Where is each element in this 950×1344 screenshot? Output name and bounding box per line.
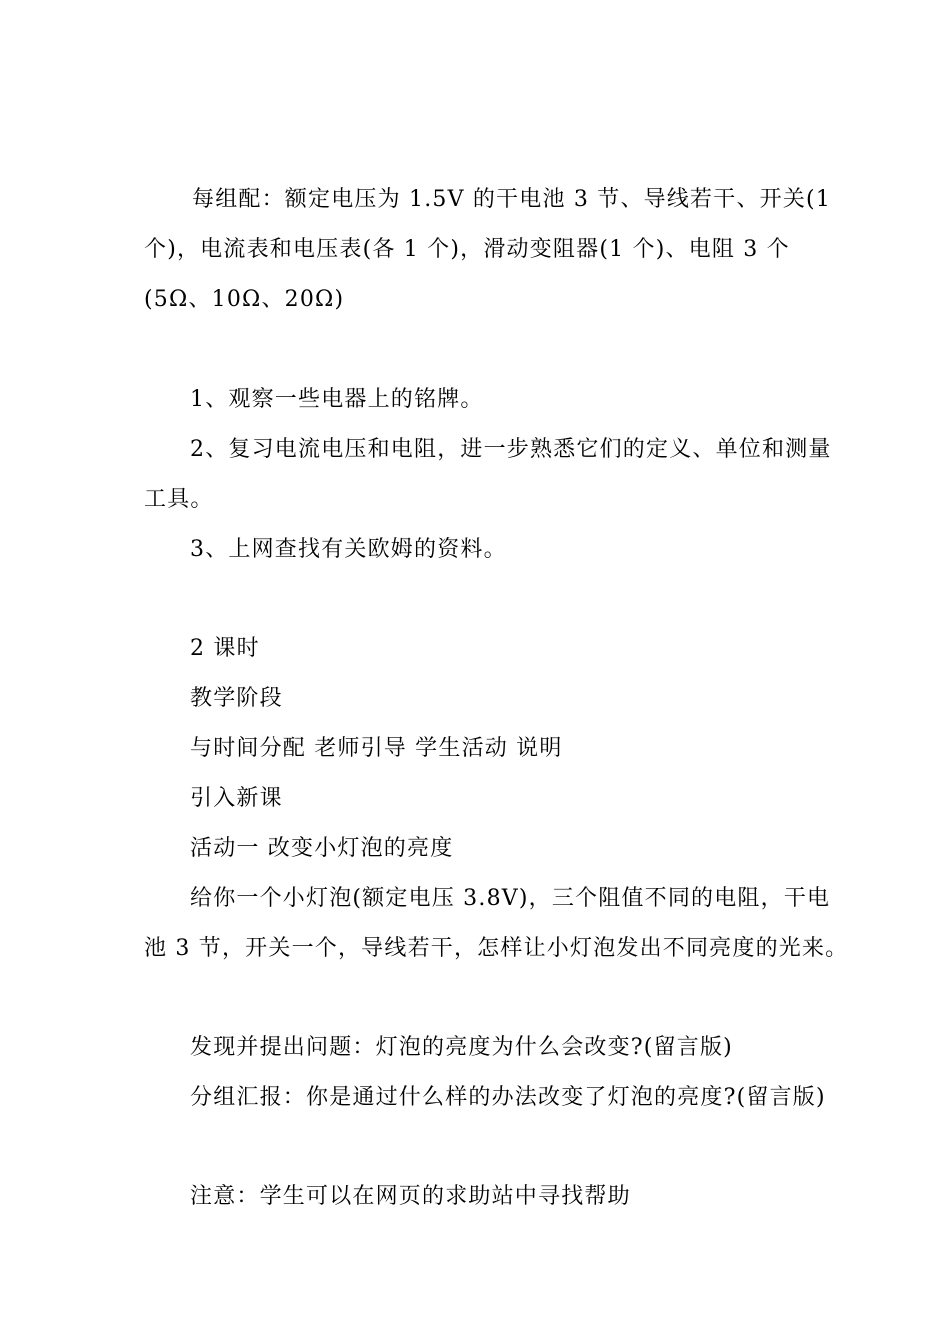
prep-item-1: 1、观察一些电器上的铭牌。 — [190, 387, 484, 412]
report-line: 分组汇报：你是通过什么样的办法改变了灯泡的亮度?(留言版) — [190, 1085, 826, 1110]
activity-title: 活动一 改变小灯泡的亮度 — [190, 836, 454, 861]
prep-item-3: 3、上网查找有关欧姆的资料。 — [190, 537, 507, 562]
teaching-stage: 教学阶段 — [190, 686, 283, 711]
equipment-line-2: 个)，电流表和电压表(各 1 个)，滑动变阻器(1 个)、电阻 3 个 — [144, 237, 790, 262]
question-line: 发现并提出问题：灯泡的亮度为什么会改变?(留言版) — [190, 1035, 733, 1060]
intro-new-lesson: 引入新课 — [190, 786, 283, 811]
table-columns: 与时间分配 老师引导 学生活动 说明 — [190, 736, 563, 761]
equipment-line-1: 每组配：额定电压为 1.5V 的干电池 3 节、导线若干、开关(1 — [192, 187, 832, 212]
prep-item-2-line-2: 工具。 — [144, 487, 214, 512]
prep-item-2-line-1: 2、复习电流电压和电阻，进一步熟悉它们的定义、单位和测量 — [190, 437, 832, 462]
lesson-hours: 2 课时 — [190, 636, 260, 661]
activity-line-1: 给你一个小灯泡(额定电压 3.8V)，三个阻值不同的电阻，干电 — [190, 886, 831, 911]
equipment-line-3: (5Ω、10Ω、20Ω) — [144, 287, 345, 312]
activity-line-2: 池 3 节，开关一个，导线若干，怎样让小灯泡发出不同亮度的光来。 — [144, 936, 849, 961]
note-line: 注意：学生可以在网页的求助站中寻找帮助 — [190, 1184, 631, 1209]
